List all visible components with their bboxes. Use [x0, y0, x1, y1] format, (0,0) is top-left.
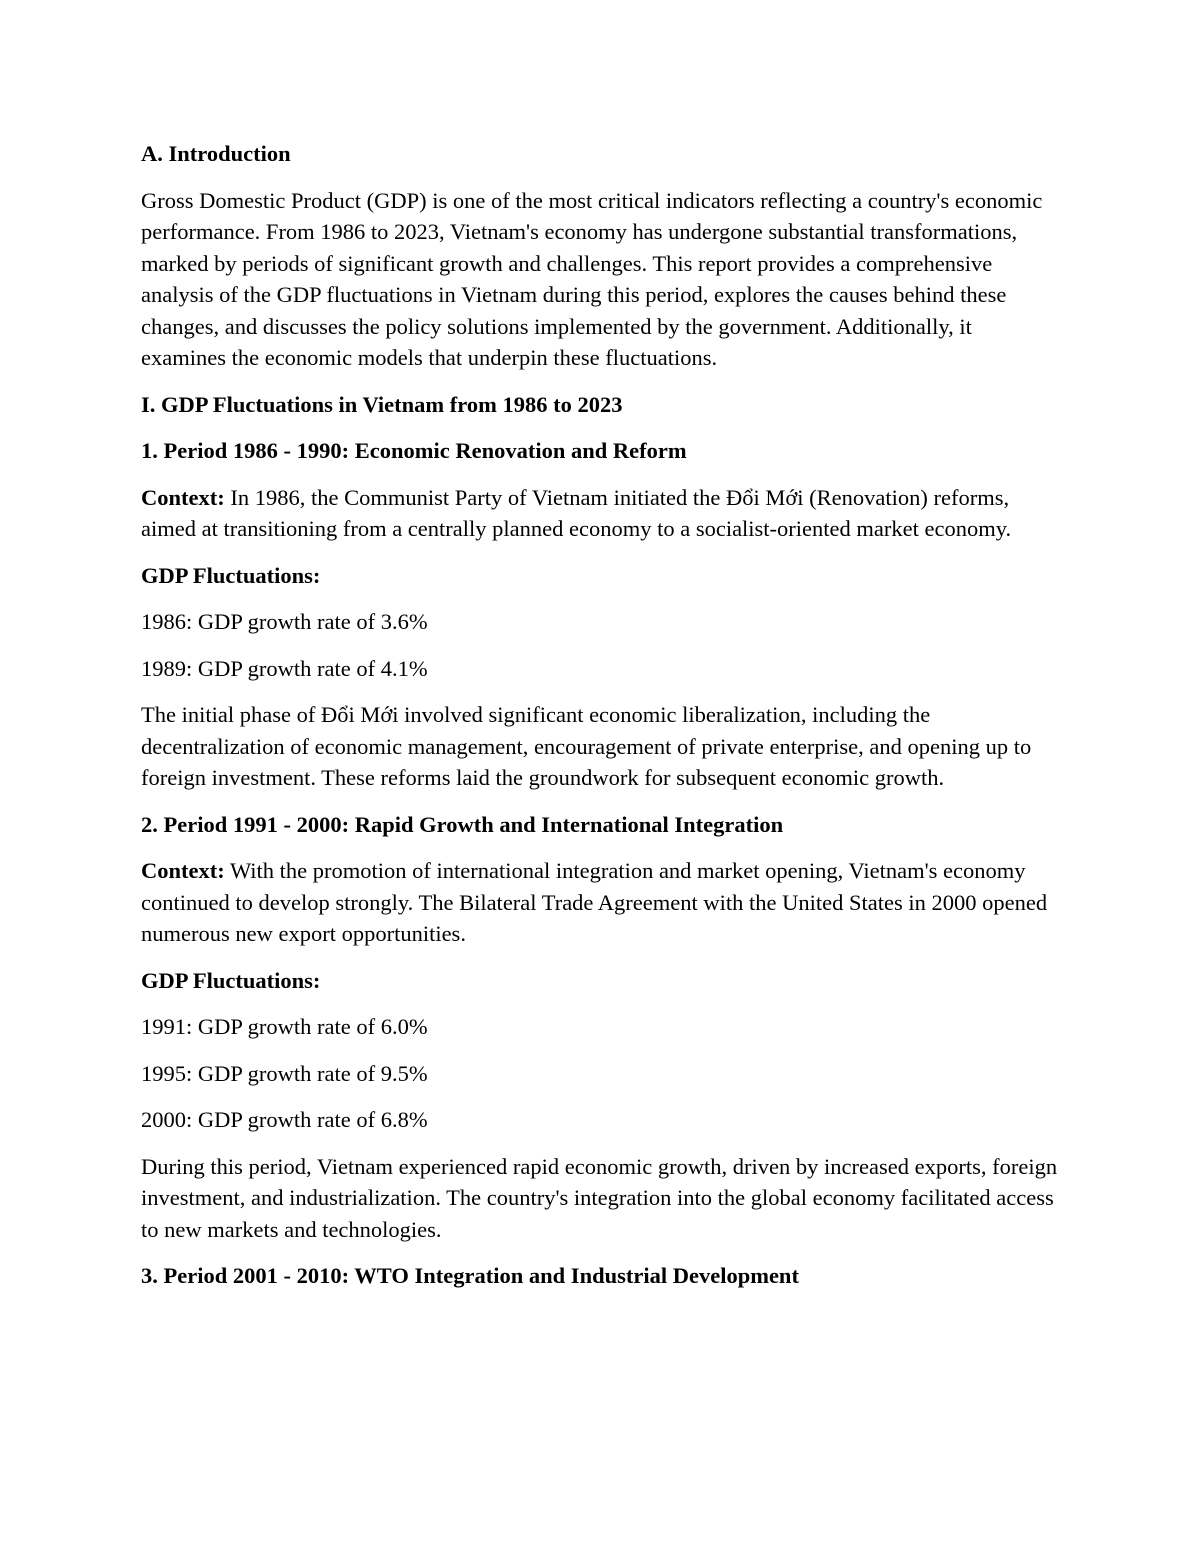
- period-2-context: [141, 855, 1061, 950]
- period-2-heading: 2. Period 1991 - 2000: Rapid Growth and International Integration: [141, 811, 784, 837]
- gdp-rate-item: 1989: GDP growth rate of 4.1%: [141, 655, 428, 681]
- context-text: With the promotion of international integration and market opening, Vietnam's economy continued to develop strongly. The Bilateral Trade Agreement with the United States in 2000 opened numerous new export opportunities.: [141, 858, 1048, 946]
- period-2-summary: During this period, Vietnam experienced rapid economic growth, driven by increased exports, foreign investment, and industrialization. The country's integration into the global economy facilitated access to new markets and technologies.: [141, 1153, 1058, 1242]
- section-heading: I. GDP Fluctuations in Vietnam from 1986 to 2023: [141, 391, 623, 417]
- gdp-rate-item: 1995: GDP growth rate of 9.5%: [141, 1060, 428, 1086]
- gdp-rate-item: 2000: GDP growth rate of 6.8%: [141, 1107, 428, 1132]
- gdp-rate-item: 1991: GDP growth rate of 6.0%: [141, 1014, 428, 1039]
- gdp-rate-item: 1986: GDP growth rate of 3.6%: [141, 609, 428, 634]
- period-1-context: [141, 482, 1061, 545]
- intro-paragraph: Gross Domestic Product (GDP) is one of the most critical indicators reflecting a country's economic performance. From 1986 to 2023, Vietnam's economy has undergone substantial transformations, marked by periods of significant growth and challenges. This report provides a comprehensive analysis of the GDP fluctuations in Vietnam during this period, explores the causes behind these changes, and discusses the policy solutions implemented by the government. Additionally, it examines the economic models that underpin these fluctuations.: [141, 187, 1043, 370]
- document-page: [141, 138, 1061, 1307]
- period-1-gdp-heading: GDP Fluctuations:: [141, 562, 321, 588]
- intro-heading: A. Introduction: [141, 141, 291, 166]
- context-text: In 1986, the Communist Party of Vietnam initiated the Đổi Mới (Renovation) reforms, aimed at transitioning from a centrally planned economy to a socialist-oriented market economy.: [141, 484, 1012, 541]
- period-3-heading: 3. Period 2001 - 2010: WTO Integration and Industrial Development: [141, 1263, 799, 1288]
- period-1-summary: The initial phase of Đổi Mới involved significant economic liberalization, including the decentralization of economic management, encouragement of private enterprise, and opening up to foreign investment. These reforms laid the groundwork for subsequent economic growth.: [141, 702, 1032, 790]
- period-1-heading: 1. Period 1986 - 1990: Economic Renovation and Reform: [141, 438, 687, 463]
- context-label: Context:: [141, 484, 225, 510]
- period-2-gdp-heading: GDP Fluctuations:: [141, 967, 321, 993]
- context-label: Context:: [141, 858, 225, 883]
